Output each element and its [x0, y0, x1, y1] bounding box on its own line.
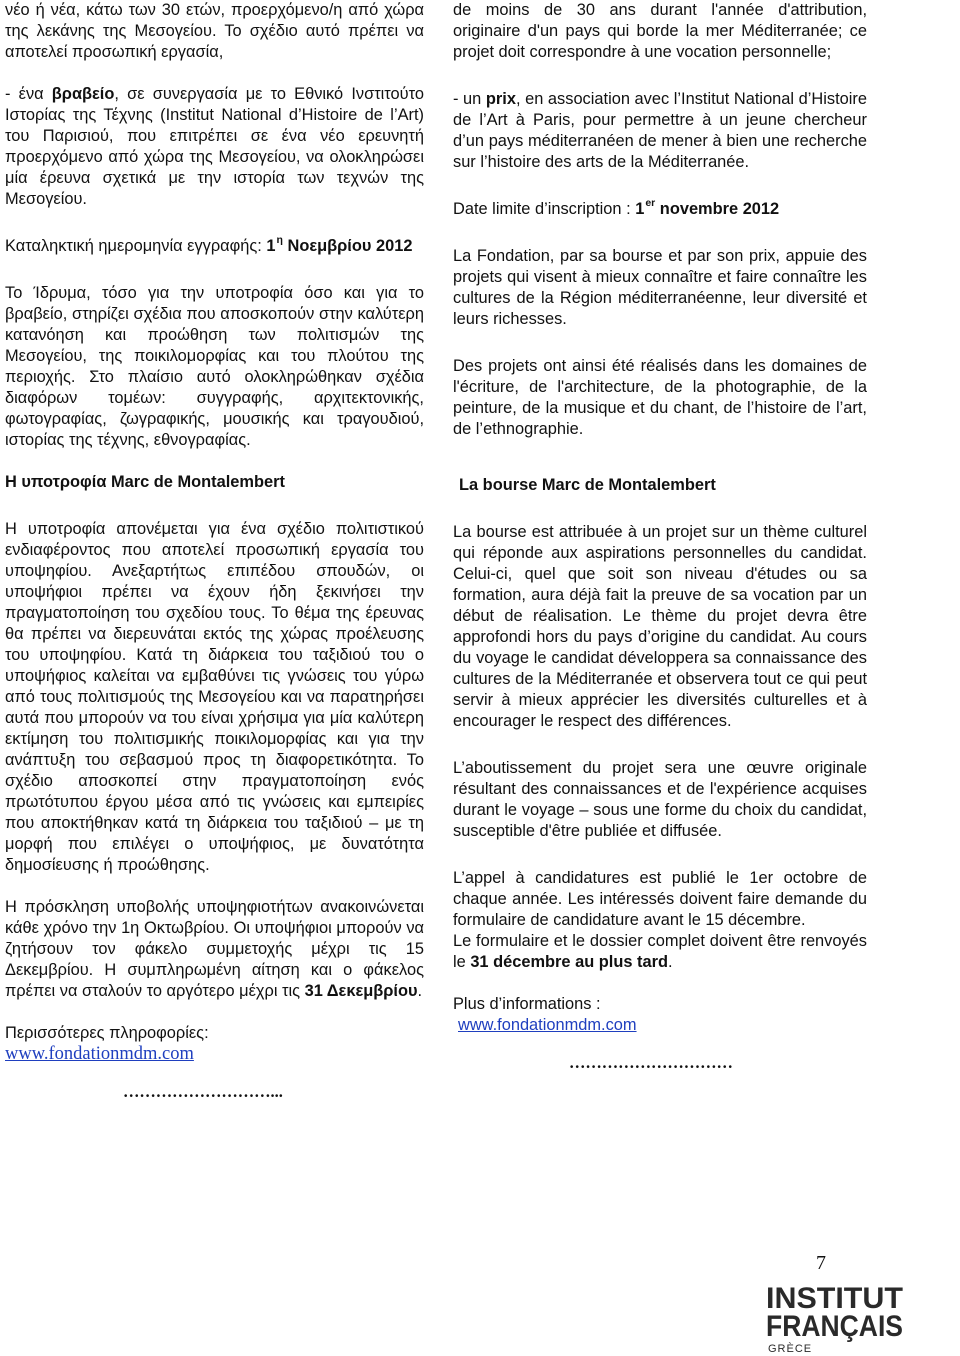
greek-bursary-paragraph: Η υποτροφία απονέμεται για ένα σχέδιο πολιτιστικού ενδιαφέροντος που αποτελεί προσωπική εργασία του υποψηφίου. Ανεξαρτήτως επιπέδου σπουδών, οι υποψήφιοι πρέπει να έχουν ήδη ξεκινήσει την πραγματοποίηση του σχεδίου τους. Το θέμα της έρευνας θα πρέπει να διερευνάται εκτός της χώρας προέλευσης του υποψηφίου. Κατά τη διάρκεια του ταξιδιού του ο υποψήφιος καλείται να εμβαθύνει τις γνώσεις του γύρω από τους πολιτισμούς της Μεσογείου και να παρατηρήσει αυτά που μπορούν να του είναι χρήσιμα για μία καλύτερη εκτίμηση του πολιτισμικής ποικιλομορφίας και για την ανάπτυξη του σεβασμού προς τη διαφορετικότητα. Το σχέδιο αποσκοπεί στην πραγματοποίηση ενός πρωτότυπου έργου μέσα από τις γνώσεις και εμπειρίες που αποκτήθηκαν κατά τη διάρκεια του ταξιδιού – με τη μορφή που επιλέγει ο υποψήφιος, με δυνατότητα δημοσίευσης ή προώθησης.	[5, 520, 424, 874]
greek-link-line	[5, 1044, 424, 1065]
french-final-text: Le formulaire et le dossier complet doivent être renvoyés le	[453, 932, 867, 971]
greek-deadline-date: Νοεμβρίου 2012	[282, 237, 413, 255]
french-column	[453, 0, 867, 1074]
greek-intro-text: νέο ή νέα, κάτω των 30 ετών, προερχόμενο/η από χώρα της λεκάνης της Μεσογείου. Το σχέδιο αυτό πρέπει να αποτελεί προσωπική εργασία,	[5, 1, 424, 61]
greek-prize-dash: - ένα	[5, 85, 52, 103]
french-intro-text: de moins de 30 ans durant l'année d'attribution, originaire d'un pays qui borde la mer Méditerranée; ce projet doit correspondre à une vocation personnelle;	[453, 1, 867, 61]
french-deadline	[453, 199, 867, 220]
greek-deadline	[5, 236, 424, 257]
greek-prize-paragraph	[5, 84, 424, 210]
greek-column	[5, 0, 424, 1103]
french-prize-keyword: prix	[485, 90, 516, 108]
french-dots: …………………………	[569, 1053, 733, 1072]
french-bursary-paragraph: La bourse est attribuée à un projet sur un thème culturel qui réponde aux aspirations personnelles du candidat. Celui-ci, quel que soit son niveau d'études ou sa formation, aura déjà fait la preuve de sa vocation par un début de réalisation. Le thème du projet devra être approfondi hors du pays d’origine du candidat. Au cours du voyage le candidat développera sa connaissance des cultures de la Méditerranée et observera tout ce qui peut servir à mieux apprécier les diversités culturelles et à encourager le respect des différences.	[453, 523, 867, 730]
greek-application-date: 31 Δεκεμβρίου	[304, 982, 418, 1000]
greek-dots: ………………………...	[123, 1082, 283, 1101]
french-section-heading: La bourse Marc de Montalembert	[459, 476, 716, 494]
french-deadline-date: novembre 2012	[655, 200, 780, 218]
logo-line-institut: INSTITUT	[766, 1282, 903, 1315]
greek-section-heading: Η υποτροφία Marc de Montalembert	[5, 473, 285, 491]
greek-prize-text: , σε συνεργασία με το Εθνικό Ινστιτούτο Ιστορίας της Τέχνης (Institut National d’Histoire de l’Art) του Παρισιού, που επιτρέπει σε ένα νέο ερευνητή προερχόμενο από χώρα της Μεσογείου, να ολοκληρώσει μία έρευνα σχετικά με την ιστορία των τεχνών της Μεσογείου.	[5, 85, 424, 208]
greek-separator	[5, 1081, 424, 1103]
greek-application-text: Η πρόσκληση υποβολής υποψηφιοτήτων ανακοινώνεται κάθε χρόνο την 1η Οκτωβρίου. Οι υποψήφιοι μπορούν να ζητήσουν τον φάκελο συμμετοχής μέχρι τις 15 Δεκεμβρίου. Η συμπληρωμένη αίτηση και ο φάκελος πρέπει να σταλούν το αργότερο μέχρι τις	[5, 898, 424, 1000]
french-link-line	[453, 1015, 867, 1036]
institut-francais-logo	[762, 1281, 907, 1356]
french-deadline-day: 1	[635, 200, 645, 218]
french-deadline-paragraph	[453, 931, 867, 973]
logo-line-grece: GRÈCE	[768, 1343, 813, 1355]
french-call-paragraph: L’appel à candidatures est publié le 1er octobre de chaque année. Les intéressés doivent faire demande du formulaire de candidature avant le 15 décembre.	[453, 869, 867, 929]
french-separator	[453, 1052, 867, 1074]
greek-deadline-sup: η	[276, 234, 283, 246]
french-prize-paragraph	[453, 89, 867, 173]
french-deadline-label: Date limite d’inscription :	[453, 200, 636, 218]
page-number: 7	[816, 1252, 826, 1274]
french-website-link[interactable]: www.fondationmdm.com	[458, 1016, 637, 1034]
french-outcome-paragraph: L’aboutissement du projet sera une œuvre originale résultant des connaissances et de l'expérience acquises durant le voyage – sous une forme du choix du candidat, susceptible d'être publiée et diffusée.	[453, 759, 867, 840]
logo-line-francais: FRANÇAIS	[766, 1310, 903, 1343]
greek-support-paragraph: Το Ίδρυμα, τόσο για την υποτροφία όσο και για το βραβείο, στηρίζει σχέδια που αποσκοπούν στην καλύτερη κατανόηση και προώθηση των πολιτισμών της Μεσογείου, της ποικιλομορφίας και του πλούτου της περιοχής. Στο πλαίσιο αυτό ολοκληρώθηκαν σχέδια διαφόρων τομέων: συγγραφής, αρχιτεκτονικής, φωτογραφίας, ζωγραφικής, μουσικής και τραγουδιού, ιστορίας της τέχνης, εθνογραφίας.	[5, 284, 424, 449]
french-final-end: .	[668, 953, 673, 971]
french-support-paragraph: La Fondation, par sa bourse et par son prix, appuie des projets qui visent à mieux connaître et faire connaître les cultures de la Région méditerranéenne, leur diversité et leurs richesses.	[453, 247, 867, 328]
greek-prize-keyword: βραβείο	[51, 85, 115, 103]
greek-website-link[interactable]: www.fondationmdm.com	[5, 1044, 194, 1064]
french-final-date: 31 décembre au plus tard	[470, 953, 668, 971]
french-prize-dash: - un	[453, 90, 486, 108]
greek-deadline-day: 1	[266, 237, 276, 255]
greek-more-info-label: Περισσότερες πληροφορίες:	[5, 1024, 209, 1042]
french-more-info-label: Plus d’informations :	[453, 995, 601, 1013]
french-domains-paragraph: Des projets ont ainsi été réalisés dans les domaines de l'écriture, de l'architecture, de la photographie, de la peinture, de la musique et du chant, de l’histoire de l’art, de l’ethnographie.	[453, 357, 867, 438]
french-prize-text: , en association avec l’Institut National d’Histoire de l’Art à Paris, pour permettre à un jeune chercheur d’un pays méditerranéen de mener à bien une recherche sur l’histoire des arts de la Méditerranée.	[453, 90, 867, 171]
french-deadline-sup: er	[645, 197, 656, 209]
greek-application-paragraph	[5, 897, 424, 1002]
greek-application-end: .	[417, 982, 423, 1000]
greek-deadline-label: Καταληκτική ημερομηνία εγγραφής:	[5, 237, 267, 255]
